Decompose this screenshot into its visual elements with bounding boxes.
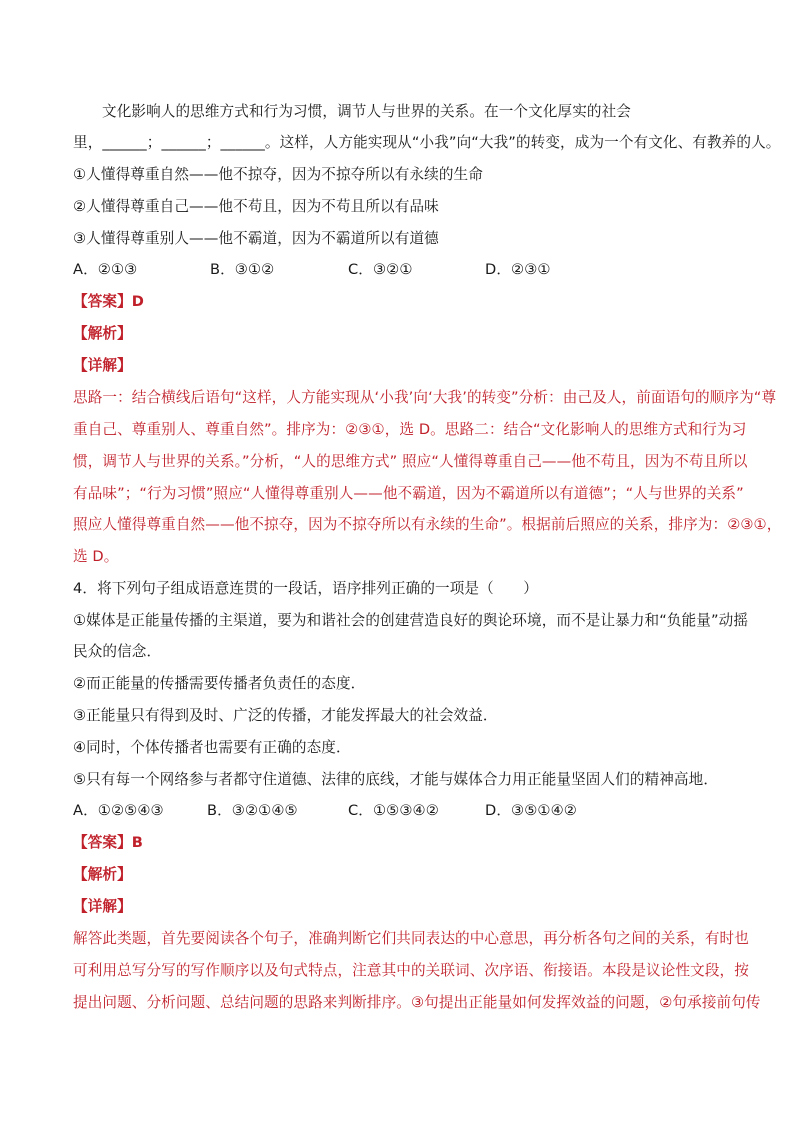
q3-answer	[73, 293, 144, 311]
q3-analysis-label: 【解析】	[73, 325, 132, 342]
q3-item-2: ②人懂得尊重自己——他不苟且，因为不苟且所以有品味	[73, 198, 439, 215]
q4-option-d: D．③⑤①④②	[485, 802, 577, 819]
q4-answer	[73, 834, 143, 852]
q3-options	[73, 261, 633, 279]
q3-stem-line1: 文化影响人的思维方式和行为习惯，调节人与世界的关系。在一个文化厚实的社会	[102, 103, 631, 120]
q3-explain-line: 思路一：结合横线后语句“这样，人方能实现从‘小我’向‘大我’的转变”分析：由己及人，前面语句的顺序为“尊	[73, 389, 777, 406]
q3-option-a: A．②①③	[73, 261, 138, 278]
q3-explain-line: 选 D。	[73, 548, 119, 565]
q4-analysis-label: 【解析】	[73, 866, 132, 883]
q4-options	[73, 802, 633, 820]
q4-explain-line: 可利用总写分写的写作顺序以及句式特点，注意其中的关联词、次序语、衔接语。本段是议论性文段，按	[73, 962, 749, 979]
q4-option-a: A．①②⑤④③	[73, 802, 164, 819]
q4-item-1-line2: 民众的信念．	[73, 643, 162, 660]
q3-option-b: B．③①②	[210, 261, 275, 278]
q3-item-1: ①人懂得尊重自然——他不掠夺，因为不掠夺所以有永续的生命	[73, 166, 483, 183]
q4-item-5: ⑤只有每一个网络参与者都守住道德、法律的底线，才能与媒体合力用正能量坚固人们的精神高地．	[73, 771, 719, 788]
q3-explain-line: 重自己、尊重别人、尊重自然”。排序为：②③①，选 D。思路二：结合“文化影响人的思维方式和行为习	[73, 421, 747, 438]
q3-explain-line: 有品味”；“行为习惯”照应“人懂得尊重别人——他不霸道，因为不霸道所以有道德”；“人与世界的关系”	[73, 485, 744, 502]
q3-option-d: D．②③①	[485, 261, 551, 278]
q4-item-2: ②而正能量的传播需要传播者负责任的态度．	[73, 675, 366, 692]
q4-explain-line: 提出问题、分析问题、总结问题的思路来判断排序。③句提出正能量如何发挥效益的问题，②句承接前句传	[73, 994, 761, 1011]
q4-option-b: B．③②①④⑤	[207, 802, 298, 819]
q4-item-4: ④同时，个体传播者也需要有正确的态度．	[73, 739, 351, 756]
q4-answer-text: 【答案】B	[73, 834, 143, 851]
q4-explain-line: 解答此类题，首先要阅读各个句子，准确判断它们共同表达的中心意思，再分析各句之间的关系，有时也	[73, 930, 749, 947]
q4-stem: 4．将下列句子组成语意连贯的一段话，语序排列正确的一项是（ ）	[73, 580, 538, 597]
q3-stem-line2: 里，______；______；______。这样，人方能实现从“小我”向“大我”的转变，成为一个有文化、有教养的人。	[73, 134, 781, 151]
q4-item-1-line1: ①媒体是正能量传播的主渠道，要为和谐社会的创建营造良好的舆论环境，而不是让暴力和“负能量”动摇	[73, 612, 749, 629]
q3-detail-label: 【详解】	[73, 357, 132, 374]
q3-option-c: C．③②①	[348, 261, 413, 278]
q3-explain-line: 照应人懂得尊重自然——他不掠夺，因为不掠夺所以有永续的生命”。根据前后照应的关系，排序为：②③①，	[73, 516, 782, 533]
q4-detail-label: 【详解】	[73, 898, 132, 915]
q4-item-3: ③正能量只有得到及时、广泛的传播，才能发挥最大的社会效益．	[73, 707, 498, 724]
q3-answer-text: 【答案】D	[73, 293, 144, 310]
q4-option-c: C．①⑤③④②	[348, 802, 439, 819]
q3-explain-line: 惯，调节人与世界的关系。”分析，“人的思维方式” 照应“人懂得尊重自己——他不苟且，因为不苟且所以	[73, 453, 748, 470]
q3-item-3: ③人懂得尊重别人——他不霸道，因为不霸道所以有道德	[73, 230, 439, 247]
